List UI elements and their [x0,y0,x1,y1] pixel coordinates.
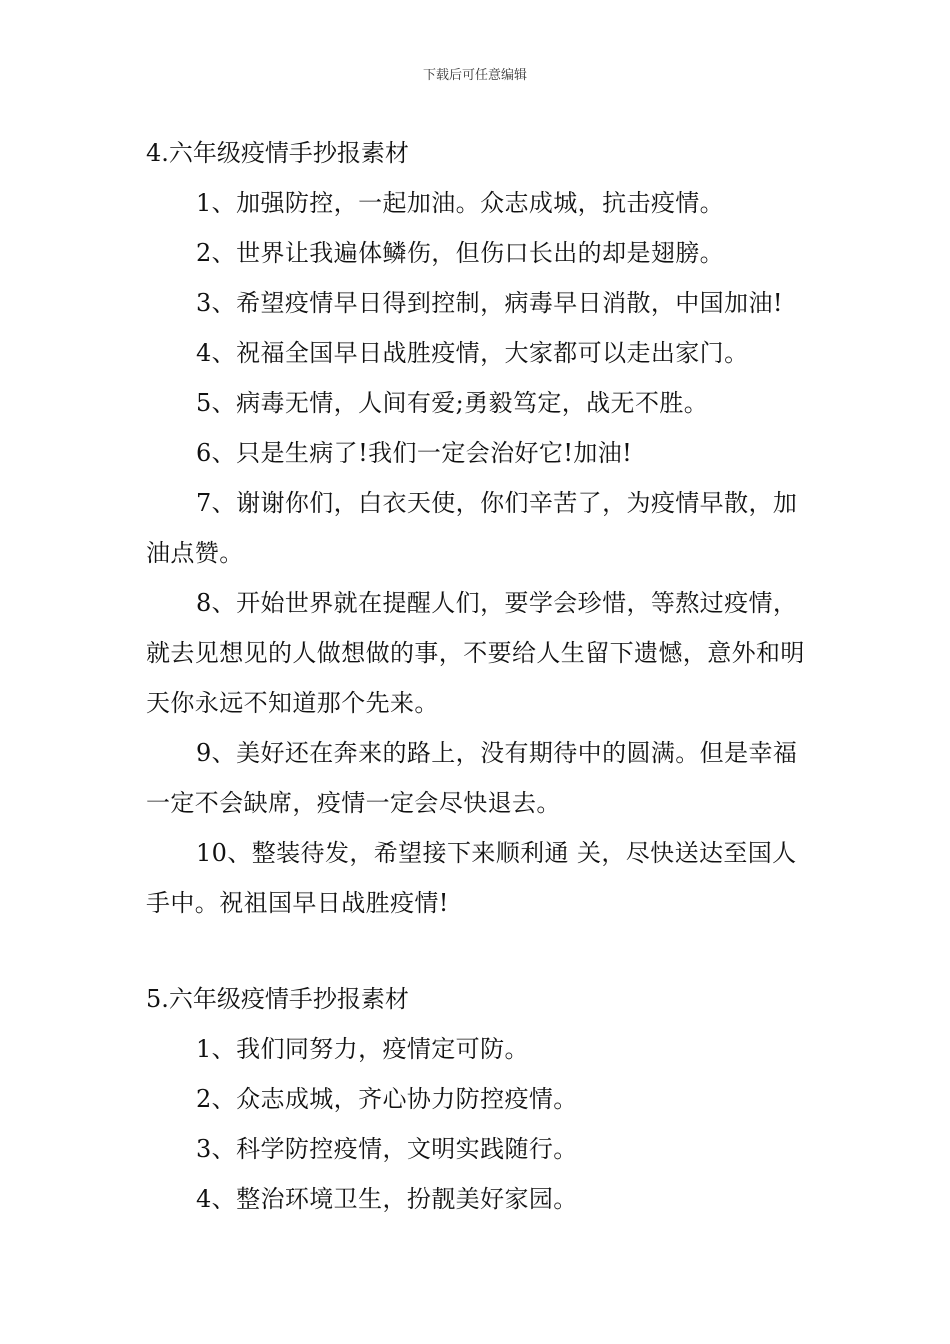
section-title: 4.六年级疫情手抄报素材 [146,139,409,167]
list-item: 7、谢谢你们，白衣天使，你们辛苦了，为疫情早散，加油点赞。 [146,489,798,567]
list-item: 9、美好还在奔来的路上，没有期待中的圆满。但是幸福一定不会缺席，疫情一定会尽快退去。 [146,739,798,817]
list-item: 2、众志成城，齐心协力防控疫情。 [196,1085,578,1113]
page-header: 下载后可任意编辑 [422,68,527,83]
list-item: 6、只是生病了!我们一定会治好它!加油! [196,439,633,467]
list-item: 8、开始世界就在提醒人们，要学会珍惜，等熬过疫情，就去见想见的人做想做的事，不要给人生留下遗憾，意外和明天你永远不知道那个先来。 [146,589,805,717]
section-title: 5.六年级疫情手抄报素材 [146,985,409,1013]
list-item: 3、科学防控疫情，文明实践随行。 [196,1135,578,1163]
section-5 [146,974,814,1224]
section-4 [146,128,814,928]
list-item: 3、希望疫情早日得到控制，病毒早日消散，中国加油! [196,289,783,317]
list-item: 5、病毒无情，人间有爱;勇毅笃定，战无不胜。 [196,389,709,417]
list-item: 1、我们同努力，疫情定可防。 [196,1035,529,1063]
list-item: 4、祝福全国早日战胜疫情，大家都可以走出家门。 [196,339,749,367]
list-item: 2、世界让我遍体鳞伤，但伤口长出的却是翅膀。 [196,239,725,267]
list-item: 4、整治环境卫生，扮靓美好家园。 [196,1185,578,1213]
list-item: 10、整装待发，希望接下来顺利通 关，尽快送达至国人手中。祝祖国早日战胜疫情! [146,839,797,917]
document-body [146,128,814,1224]
list-item: 1、加强防控，一起加油。众志成城，抗击疫情。 [196,189,725,217]
